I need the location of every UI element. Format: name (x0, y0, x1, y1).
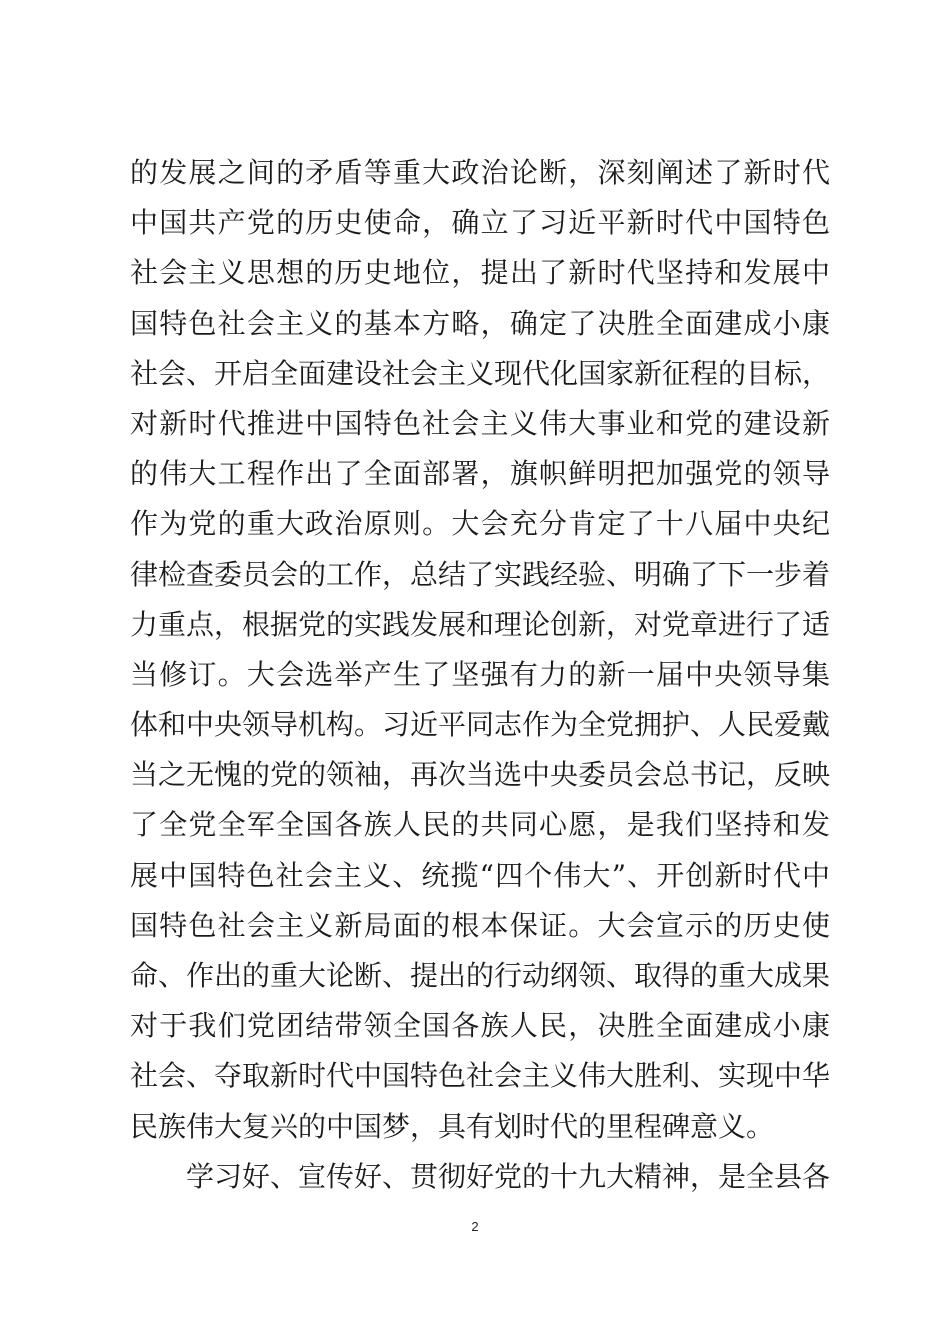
text-line: 力重点，根据党的实践发展和理论创新，对党章进行了适 (130, 607, 831, 641)
text-line: 社会、开启全面建设社会主义现代化国家新征程的目标， (130, 356, 831, 390)
text-line: 社会主义思想的历史地位，提出了新时代坚持和发展中 (130, 256, 830, 290)
text-line: 了全党全军全国各族人民的共同心愿，是我们坚持和发 (130, 808, 830, 842)
text-line: 的伟大工程作出了全面部署，旗帜鲜明把加强党的领导 (130, 457, 830, 491)
text-line: 律检查委员会的工作，总结了实践经验、明确了下一步着 (130, 557, 831, 591)
text-line: 社会、夺取新时代中国特色社会主义伟大胜利、实现中华 (130, 1059, 831, 1093)
text-line: 命、作出的重大论断、提出的行动纲领、取得的重大成果 (130, 959, 831, 992)
text-line: 对于我们党团结带领全国各族人民，决胜全面建成小康 (130, 1009, 830, 1043)
text-line: 的发展之间的矛盾等重大政治论断，深刻阐述了新时代 (130, 156, 830, 189)
text-line: 国特色社会主义的基本方略，确定了决胜全面建成小康 (130, 306, 830, 340)
text-line: 对新时代推进中国特色社会主义伟大事业和党的建设新 (130, 406, 830, 440)
text-line: 展中国特色社会主义、统揽“四个伟大”、开创新时代中 (130, 858, 830, 892)
text-line: 国特色社会主义新局面的根本保证。大会宣示的历史使 (130, 908, 830, 942)
body-text (130, 148, 830, 1202)
text-line: 中国共产党的历史使命，确立了习近平新时代中国特色 (130, 206, 830, 240)
page-number: 2 (471, 1219, 479, 1234)
text-line: 当之无愧的党的领袖，再次当选中央委员会总书记，反映 (130, 758, 831, 792)
text-line-paragraph-start: 学习好、宣传好、贯彻好党的十九大精神，是全县各 (186, 1159, 831, 1193)
text-line: 体和中央领导机构。习近平同志作为全党拥护、人民爱戴 (130, 708, 831, 742)
text-line-paragraph-end: 民族伟大复兴的中国梦，具有划时代的里程碑意义。 (130, 1109, 775, 1143)
text-line: 当修订。大会选举产生了坚强有力的新一届中央领导集 (130, 657, 830, 691)
text-line: 作为党的重大政治原则。大会充分肯定了十八届中央纪 (130, 507, 830, 541)
